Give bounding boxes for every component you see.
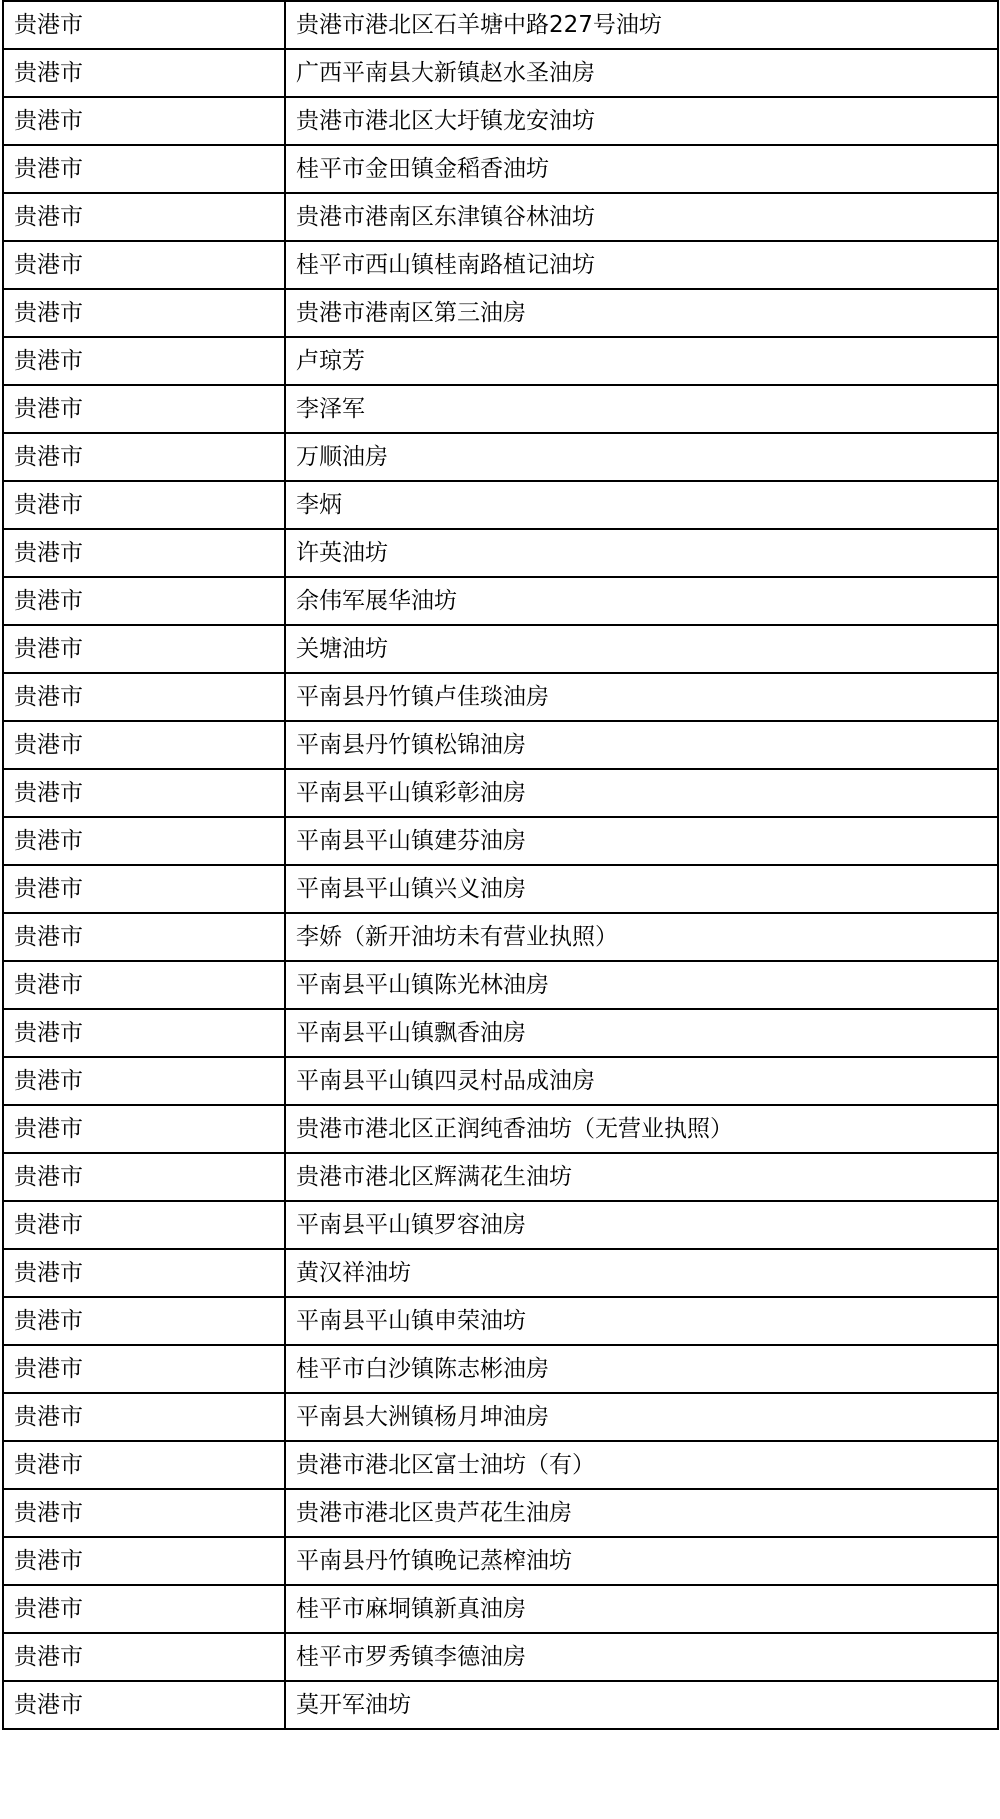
table-row	[3, 481, 998, 529]
city-cell: 贵港市	[3, 625, 285, 673]
city-cell: 贵港市	[3, 769, 285, 817]
city-cell: 贵港市	[3, 1057, 285, 1105]
city-cell: 贵港市	[3, 433, 285, 481]
shop-name-cell: 平南县平山镇建芬油房	[285, 817, 998, 865]
city-cell: 贵港市	[3, 1201, 285, 1249]
table-row	[3, 1393, 998, 1441]
shop-name-cell: 桂平市金田镇金稻香油坊	[285, 145, 998, 193]
city-cell: 贵港市	[3, 721, 285, 769]
shop-name-cell: 贵港市港南区第三油房	[285, 289, 998, 337]
table-row	[3, 961, 998, 1009]
city-cell: 贵港市	[3, 817, 285, 865]
city-cell: 贵港市	[3, 1633, 285, 1681]
table-row	[3, 1, 998, 49]
shop-name-cell: 桂平市罗秀镇李德油房	[285, 1633, 998, 1681]
table-row	[3, 1249, 998, 1297]
shop-name-cell: 莫开军油坊	[285, 1681, 998, 1729]
shop-name-cell: 李泽军	[285, 385, 998, 433]
shop-name-cell: 桂平市西山镇桂南路植记油坊	[285, 241, 998, 289]
city-cell: 贵港市	[3, 145, 285, 193]
table-row	[3, 769, 998, 817]
city-cell: 贵港市	[3, 865, 285, 913]
table-row	[3, 1489, 998, 1537]
shop-name-cell: 贵港市港北区辉满花生油坊	[285, 1153, 998, 1201]
data-table	[2, 0, 999, 1730]
table-row	[3, 1537, 998, 1585]
city-cell: 贵港市	[3, 1297, 285, 1345]
table-row	[3, 241, 998, 289]
shop-name-cell: 余伟军展华油坊	[285, 577, 998, 625]
shop-name-cell: 万顺油房	[285, 433, 998, 481]
table-row	[3, 1201, 998, 1249]
shop-name-cell: 贵港市港北区大圩镇龙安油坊	[285, 97, 998, 145]
table-row	[3, 1153, 998, 1201]
city-cell: 贵港市	[3, 913, 285, 961]
city-cell: 贵港市	[3, 1345, 285, 1393]
city-cell: 贵港市	[3, 577, 285, 625]
city-cell: 贵港市	[3, 49, 285, 97]
city-cell: 贵港市	[3, 1, 285, 49]
shop-name-cell: 卢琼芳	[285, 337, 998, 385]
table-row	[3, 1297, 998, 1345]
table-row	[3, 1345, 998, 1393]
table-row	[3, 577, 998, 625]
table-row	[3, 673, 998, 721]
shop-name-cell: 李炳	[285, 481, 998, 529]
shop-name-cell: 平南县平山镇申荣油坊	[285, 1297, 998, 1345]
table-row	[3, 1057, 998, 1105]
shop-name-cell: 桂平市白沙镇陈志彬油房	[285, 1345, 998, 1393]
city-cell: 贵港市	[3, 1681, 285, 1729]
shop-name-cell: 平南县平山镇飘香油房	[285, 1009, 998, 1057]
shop-name-cell: 平南县平山镇四灵村品成油房	[285, 1057, 998, 1105]
shop-name-cell: 平南县平山镇陈光林油房	[285, 961, 998, 1009]
table-row	[3, 385, 998, 433]
table-row	[3, 289, 998, 337]
city-cell: 贵港市	[3, 961, 285, 1009]
shop-name-cell: 平南县丹竹镇晚记蒸榨油坊	[285, 1537, 998, 1585]
table-row	[3, 865, 998, 913]
shop-name-cell: 平南县丹竹镇卢佳琰油房	[285, 673, 998, 721]
city-cell: 贵港市	[3, 673, 285, 721]
city-cell: 贵港市	[3, 1153, 285, 1201]
table-row	[3, 721, 998, 769]
table-body	[3, 1, 998, 1729]
city-cell: 贵港市	[3, 529, 285, 577]
city-cell: 贵港市	[3, 1585, 285, 1633]
table-row	[3, 97, 998, 145]
city-cell: 贵港市	[3, 1537, 285, 1585]
shop-name-cell: 贵港市港南区东津镇谷林油坊	[285, 193, 998, 241]
shop-name-cell: 贵港市港北区正润纯香油坊（无营业执照）	[285, 1105, 998, 1153]
shop-name-cell: 平南县大洲镇杨月坤油房	[285, 1393, 998, 1441]
table-row	[3, 1633, 998, 1681]
shop-name-cell: 桂平市麻垌镇新真油房	[285, 1585, 998, 1633]
shop-name-cell: 贵港市港北区贵芦花生油房	[285, 1489, 998, 1537]
table-row	[3, 337, 998, 385]
shop-name-cell: 许英油坊	[285, 529, 998, 577]
shop-name-cell: 平南县平山镇罗容油房	[285, 1201, 998, 1249]
table-row	[3, 1105, 998, 1153]
city-cell: 贵港市	[3, 97, 285, 145]
city-cell: 贵港市	[3, 481, 285, 529]
shop-name-cell: 李娇（新开油坊未有营业执照）	[285, 913, 998, 961]
city-cell: 贵港市	[3, 337, 285, 385]
shop-name-cell: 贵港市港北区富士油坊（有）	[285, 1441, 998, 1489]
table-row	[3, 1441, 998, 1489]
city-cell: 贵港市	[3, 1489, 285, 1537]
table-row	[3, 625, 998, 673]
shop-name-cell: 平南县丹竹镇松锦油房	[285, 721, 998, 769]
table-row	[3, 529, 998, 577]
shop-name-cell: 关塘油坊	[285, 625, 998, 673]
table-row	[3, 49, 998, 97]
table-row	[3, 1009, 998, 1057]
city-cell: 贵港市	[3, 1393, 285, 1441]
city-cell: 贵港市	[3, 241, 285, 289]
table-row	[3, 193, 998, 241]
city-cell: 贵港市	[3, 193, 285, 241]
shop-name-cell: 平南县平山镇彩彰油房	[285, 769, 998, 817]
city-cell: 贵港市	[3, 289, 285, 337]
table-row	[3, 433, 998, 481]
shop-name-cell: 黄汉祥油坊	[285, 1249, 998, 1297]
table-row	[3, 817, 998, 865]
city-cell: 贵港市	[3, 1009, 285, 1057]
city-cell: 贵港市	[3, 1441, 285, 1489]
table-row	[3, 913, 998, 961]
city-cell: 贵港市	[3, 1105, 285, 1153]
city-cell: 贵港市	[3, 1249, 285, 1297]
table-row	[3, 145, 998, 193]
table-row	[3, 1681, 998, 1729]
table-row	[3, 1585, 998, 1633]
shop-name-cell: 贵港市港北区石羊塘中路227号油坊	[285, 1, 998, 49]
city-cell: 贵港市	[3, 385, 285, 433]
shop-name-cell: 广西平南县大新镇赵水圣油房	[285, 49, 998, 97]
shop-name-cell: 平南县平山镇兴义油房	[285, 865, 998, 913]
